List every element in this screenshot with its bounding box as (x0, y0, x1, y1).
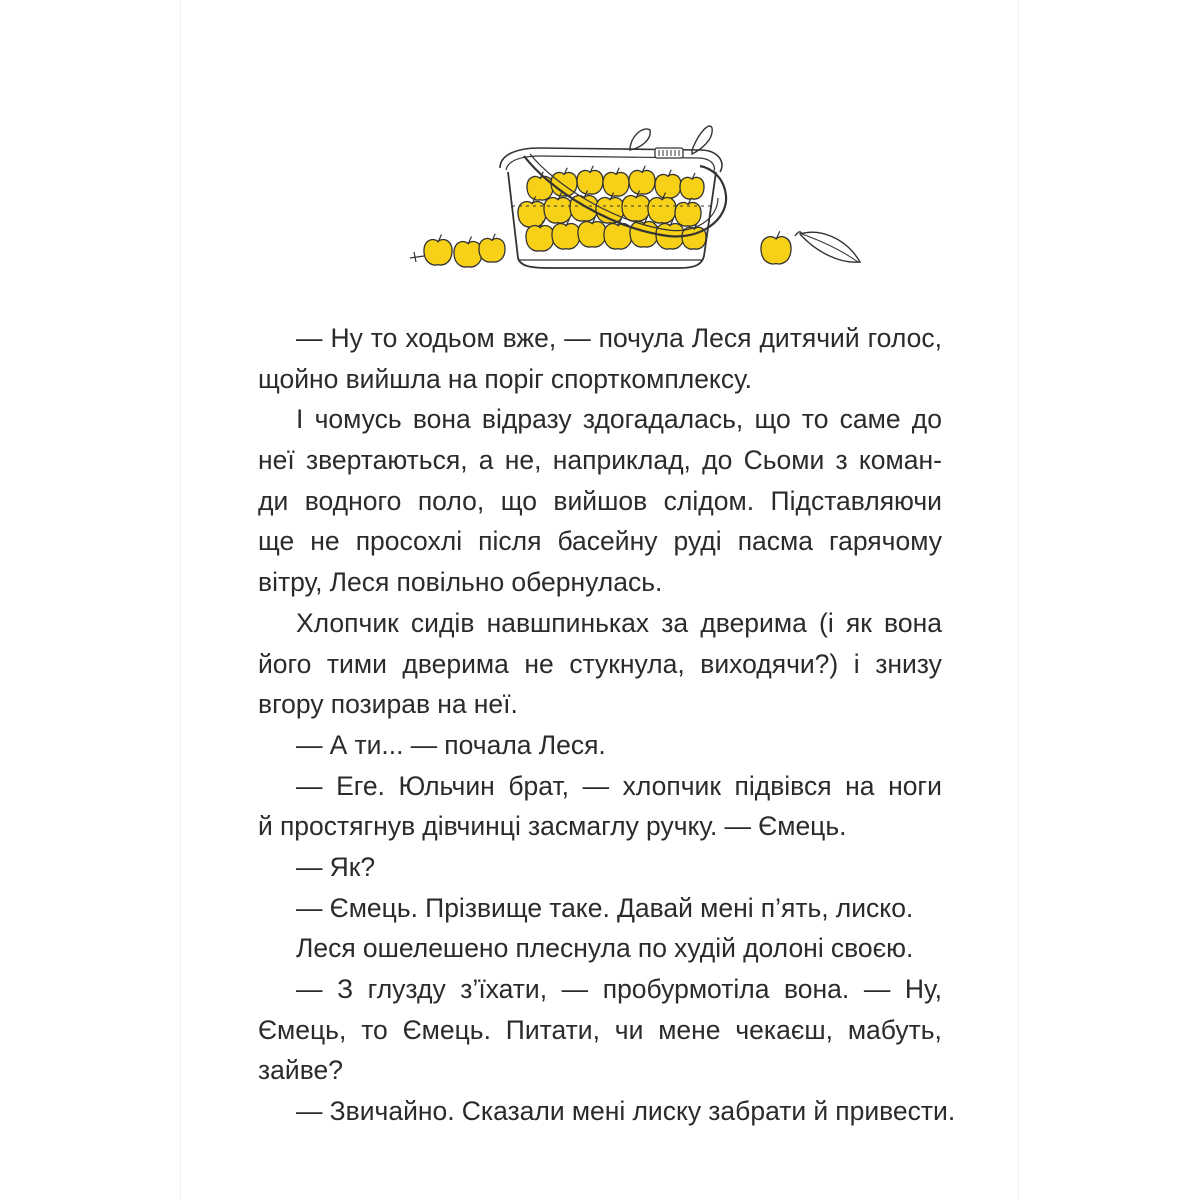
basket-apple (603, 168, 629, 196)
text-line: — Ну то ходьом вже, — почула Леся дитячий голос, (296, 323, 942, 353)
text-line: — Як? (296, 851, 376, 882)
apple-basket-illustration (400, 110, 880, 290)
basket-apple (675, 198, 701, 226)
basket-apple (518, 197, 546, 227)
text-line: ще не просохлі після басейну руді пасма гарячому (258, 526, 942, 557)
text-line: вгору позирав на неї. (258, 689, 518, 720)
basket-apple (680, 173, 704, 199)
text-line: щойно вийшла на поріг спорткомплексу. (258, 363, 753, 394)
text-line: й простягнув дівчинці засмаглу ручку. — Ємець. (258, 811, 847, 842)
basket-apple (655, 170, 681, 198)
text-line: — Звичайно. Сказали мені лиску забрати й привести. (296, 1096, 956, 1127)
loose-apple (479, 234, 505, 262)
basket-apple (527, 172, 553, 200)
text-line: ди водного поло, що вийшов слідом. Підставляючи (258, 485, 942, 516)
text-line: зайве? (258, 1055, 343, 1086)
text-line: — Ємець. Прізвище таке. Давай мені п’ять, лиско. (296, 892, 914, 923)
text-line: І чомусь вона відразу здогадалась, що то саме до (296, 404, 942, 435)
story-text (258, 318, 956, 1132)
page-edge-left (180, 0, 181, 1200)
page-edge-right (1018, 0, 1019, 1200)
leaf-top-mid (630, 129, 650, 150)
loose-apples-left (410, 234, 505, 267)
text-line: вітру, Леся повільно обернулась. (258, 567, 663, 598)
text-line: — З глузду з’їхати, — пробурмотіла вона. — Ну, (296, 974, 942, 1004)
text-line: його тими дверима не стукнула, виходячи?) і знизу (258, 648, 942, 679)
basket-apple (629, 166, 655, 194)
text-line: Леся ошелешено плеснула по худій долоні своєю. (296, 933, 914, 964)
loose-apple (761, 231, 791, 264)
text-line: — А ти... — почала Леся. (296, 729, 606, 760)
loose-apple (424, 235, 452, 265)
text-line: Ємець, то Ємець. Питати, чи мене чекаєш, мабуть, (258, 1014, 942, 1045)
text-line: Хлопчик сидів навшпиньках за дверима (і як вона (296, 607, 942, 638)
text-line: — Еге. Юльчин брат, — хлопчик підвівся на ноги (296, 770, 942, 801)
text-line: неї звертаються, а не, наприклад, до Сьоми з коман- (258, 445, 942, 476)
loose-apple (454, 237, 482, 267)
basket-apple (577, 166, 603, 194)
loose-apple-right (761, 231, 791, 264)
